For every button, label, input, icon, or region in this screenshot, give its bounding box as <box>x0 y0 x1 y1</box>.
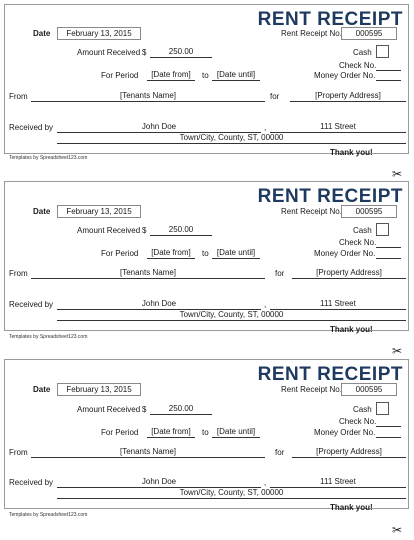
from-label: From <box>9 269 28 278</box>
check-no-label: Check No. <box>339 61 377 70</box>
amount-field[interactable]: 250.00 <box>150 404 212 415</box>
scissors-icon: ✂ <box>392 167 403 181</box>
amount-label: Amount Received <box>77 226 141 235</box>
date-from-field[interactable]: [Date from] <box>147 248 195 259</box>
rent-receipt-3 <box>4 359 409 518</box>
date-until-field[interactable]: [Date until] <box>212 427 260 438</box>
date-label: Date <box>33 29 51 38</box>
from-label: From <box>9 92 28 101</box>
date-field[interactable]: February 13, 2015 <box>57 205 141 218</box>
footer-credit: Templates by Spreadsheet123.com <box>9 334 88 340</box>
period-label: For Period <box>101 71 139 80</box>
rent-receipt-1 <box>4 4 409 161</box>
street-field[interactable]: 111 Street <box>270 477 406 488</box>
received-by-label: Received by <box>9 123 54 132</box>
comma-separator: , <box>264 478 267 487</box>
receipt-no-label: Rent Receipt No. <box>281 385 342 394</box>
property-address-field[interactable]: [Property Address] <box>290 91 406 102</box>
money-order-field[interactable] <box>376 248 401 259</box>
thank-you-text: Thank you! <box>330 325 373 334</box>
receipt-no-field[interactable]: 000595 <box>341 27 397 40</box>
receipt-no-field[interactable]: 000595 <box>341 383 397 396</box>
amount-label: Amount Received <box>77 405 141 414</box>
date-from-field[interactable]: [Date from] <box>147 70 195 81</box>
money-order-field[interactable] <box>376 70 401 81</box>
currency-symbol: $ <box>142 405 147 414</box>
for-label: for <box>275 448 285 457</box>
city-line-field[interactable]: Town/City, County, ST, 00000 <box>57 488 406 499</box>
date-from-field[interactable]: [Date from] <box>147 427 195 438</box>
thank-you-text: Thank you! <box>330 503 373 512</box>
date-until-field[interactable]: [Date until] <box>212 70 260 81</box>
scissors-icon: ✂ <box>392 523 403 537</box>
amount-label: Amount Received <box>77 48 141 57</box>
receipt-no-label: Rent Receipt No. <box>281 29 342 38</box>
amount-field[interactable]: 250.00 <box>150 225 212 236</box>
receipt-title: RENT RECEIPT <box>257 186 403 207</box>
from-label: From <box>9 448 28 457</box>
tenant-name-field[interactable]: [Tenants Name] <box>31 91 265 102</box>
receiver-name-field[interactable]: John Doe <box>57 299 261 310</box>
cash-checkbox[interactable] <box>376 223 389 236</box>
money-order-label: Money Order No. <box>314 71 376 80</box>
receipt-no-label: Rent Receipt No. <box>281 207 342 216</box>
date-field[interactable]: February 13, 2015 <box>57 27 141 40</box>
for-label: for <box>270 92 280 101</box>
receiver-name-field[interactable]: John Doe <box>57 122 261 133</box>
rent-receipt-2 <box>4 181 409 340</box>
tenant-name-field[interactable]: [Tenants Name] <box>31 447 265 458</box>
check-no-label: Check No. <box>339 238 377 247</box>
property-address-field[interactable]: [Property Address] <box>292 268 406 279</box>
received-by-label: Received by <box>9 300 54 309</box>
footer-credit: Templates by Spreadsheet123.com <box>9 512 88 518</box>
receipt-title: RENT RECEIPT <box>257 9 403 30</box>
amount-field[interactable]: 250.00 <box>150 47 212 58</box>
currency-symbol: $ <box>142 226 147 235</box>
date-until-field[interactable]: [Date until] <box>212 248 260 259</box>
check-no-field[interactable] <box>376 416 401 427</box>
money-order-label: Money Order No. <box>314 249 376 258</box>
street-field[interactable]: 111 Street <box>270 122 406 133</box>
money-order-label: Money Order No. <box>314 428 376 437</box>
cash-label: Cash <box>353 48 372 57</box>
to-label: to <box>202 249 209 258</box>
city-line-field[interactable]: Town/City, County, ST, 00000 <box>57 133 406 144</box>
scissors-icon: ✂ <box>392 344 403 358</box>
city-line-field[interactable]: Town/City, County, ST, 00000 <box>57 310 406 321</box>
check-no-field[interactable] <box>376 237 401 248</box>
money-order-field[interactable] <box>376 427 401 438</box>
cash-checkbox[interactable] <box>376 402 389 415</box>
for-label: for <box>275 269 285 278</box>
to-label: to <box>202 428 209 437</box>
check-no-label: Check No. <box>339 417 377 426</box>
receipt-no-field[interactable]: 000595 <box>341 205 397 218</box>
date-label: Date <box>33 385 51 394</box>
date-label: Date <box>33 207 51 216</box>
period-label: For Period <box>101 249 139 258</box>
received-by-label: Received by <box>9 478 54 487</box>
cash-checkbox[interactable] <box>376 45 389 58</box>
cash-label: Cash <box>353 405 372 414</box>
property-address-field[interactable]: [Property Address] <box>292 447 406 458</box>
to-label: to <box>202 71 209 80</box>
street-field[interactable]: 111 Street <box>270 299 406 310</box>
footer-credit: Templates by Spreadsheet123.com <box>9 155 88 161</box>
thank-you-text: Thank you! <box>330 148 373 157</box>
comma-separator: , <box>264 300 267 309</box>
cash-label: Cash <box>353 226 372 235</box>
receipt-title: RENT RECEIPT <box>257 364 403 385</box>
date-field[interactable]: February 13, 2015 <box>57 383 141 396</box>
comma-separator: , <box>264 123 267 132</box>
period-label: For Period <box>101 428 139 437</box>
receiver-name-field[interactable]: John Doe <box>57 477 261 488</box>
currency-symbol: $ <box>142 48 147 57</box>
tenant-name-field[interactable]: [Tenants Name] <box>31 268 265 279</box>
